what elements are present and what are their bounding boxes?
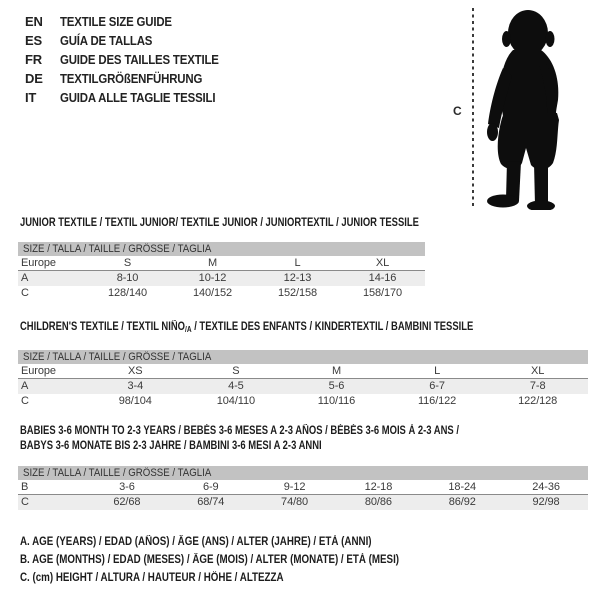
table-title xyxy=(20,320,588,337)
lang-row-de xyxy=(25,69,240,88)
lang-code: IT xyxy=(25,90,37,105)
table-cell: 86/92 xyxy=(448,496,476,508)
size-header-bar xyxy=(18,242,425,256)
lang-row-en xyxy=(25,12,240,31)
table-title xyxy=(20,216,425,230)
table-cell: 10-12 xyxy=(198,272,227,284)
size-header-text: SIZE / TALLA / TAILLE / GRÖSSE / TAGLIA xyxy=(23,351,212,363)
table-title-text: BABYS 3-6 MONATE BIS 2-3 JAHRE / BAMBINI 3-6 MESI A 2-3 ANNI xyxy=(20,440,322,452)
footnote-legend xyxy=(20,533,466,587)
table-cell: 3-4 xyxy=(127,380,144,392)
lang-title: GUÍA DE TALLAS xyxy=(60,33,153,48)
row-label: A xyxy=(21,380,29,392)
childrens-textile-table xyxy=(18,320,588,409)
table-row-age xyxy=(18,271,425,286)
table-cell: 140/152 xyxy=(192,287,233,299)
table-cell: 158/170 xyxy=(362,287,403,299)
table-cell: 6-9 xyxy=(202,481,219,493)
table-cell: 4-5 xyxy=(228,380,244,392)
lang-code: DE xyxy=(25,71,43,86)
lang-code: FR xyxy=(25,52,42,67)
table-cell: 14-16 xyxy=(368,272,397,284)
table-row-europe xyxy=(18,364,588,379)
table-title-text: BABIES 3-6 MONTH TO 2-3 YEARS / BEBÉS 3-6 MESES A 2-3 AÑOS / BÉBÉS 3-6 MOIS À 2-3 ANS / xyxy=(20,425,459,437)
table-title-text: JUNIOR TEXTILE / TEXTIL JUNIOR/ TEXTILE JUNIOR / JUNIORTEXTIL / JUNIOR TESSILE xyxy=(20,217,419,229)
lang-title: TEXTILE SIZE GUIDE xyxy=(60,14,172,29)
table-cell: XL xyxy=(531,365,545,377)
table-title-text xyxy=(20,320,473,337)
table-cell: 116/122 xyxy=(417,395,457,407)
table-cell: XS xyxy=(128,365,143,377)
footnote-text: B. AGE (MONTHS) / EDAD (MESES) / ÂGE (MOIS) / ALTER (MONATE) / ETÀ (MESI) xyxy=(20,554,400,566)
table-cell: 152/158 xyxy=(277,287,318,299)
babies-textile-table xyxy=(18,424,588,510)
lang-title: GUIDE DES TAILLES TEXTILE xyxy=(60,52,219,67)
table-cell: 74/80 xyxy=(281,496,309,508)
table-cell: 128/140 xyxy=(107,287,148,299)
table-cell: L xyxy=(294,257,301,269)
footnote-b xyxy=(20,551,466,569)
table-cell: 24-36 xyxy=(532,481,560,493)
row-label: C xyxy=(21,287,29,299)
size-header-text: SIZE / TALLA / TAILLE / GRÖSSE / TAGLIA xyxy=(23,243,212,255)
row-label: B xyxy=(21,481,29,493)
table-cell: 98/104 xyxy=(118,395,152,407)
lang-title: TEXTILGRÖßENFÜHRUNG xyxy=(60,71,203,86)
size-header-bar xyxy=(18,350,588,364)
size-header-bar xyxy=(18,466,588,480)
baby-silhouette xyxy=(487,10,559,210)
title-subscript: /A xyxy=(185,325,192,334)
table-cell: M xyxy=(331,365,342,377)
title-prefix: CHILDREN'S TEXTILE / TEXTIL NIÑO xyxy=(20,321,186,333)
lang-row-fr xyxy=(25,50,240,69)
table-row-europe xyxy=(18,256,425,271)
table-row-age-months xyxy=(18,480,588,495)
table-row-age xyxy=(18,379,588,394)
footnote-c xyxy=(20,569,466,587)
table-cell: 6-7 xyxy=(429,380,445,392)
table-cell: 18-24 xyxy=(448,481,477,493)
table-cell: 5-6 xyxy=(328,380,345,392)
table-cell: 62/68 xyxy=(113,496,141,508)
table-cell: 3-6 xyxy=(119,481,135,493)
table-row-height xyxy=(18,495,588,510)
table-cell: S xyxy=(123,257,132,269)
title-suffix: / TEXTILE DES ENFANTS / KINDERTEXTIL / BAMBINI TESSILE xyxy=(191,321,474,333)
table-cell: 12-13 xyxy=(283,272,312,284)
table-cell: 12-18 xyxy=(364,481,393,493)
table-cell: XL xyxy=(375,257,390,269)
table-cell: 80/86 xyxy=(364,496,392,508)
table-cell: 104/110 xyxy=(216,395,256,407)
lang-row-it xyxy=(25,88,240,107)
footnote-a xyxy=(20,533,466,551)
lang-code: ES xyxy=(25,33,42,48)
table-cell: S xyxy=(232,365,240,377)
lang-code: EN xyxy=(25,14,43,29)
table-cell: 68/74 xyxy=(197,496,225,508)
height-measure-label: C xyxy=(453,104,462,118)
table-cell: L xyxy=(434,365,441,377)
footnote-text: C. (cm) HEIGHT / ALTURA / HAUTEUR / HÖHE / ALTEZZA xyxy=(20,572,284,584)
row-label: C xyxy=(21,395,29,407)
footnote-text: A. AGE (YEARS) / EDAD (AÑOS) / ÂGE (ANS) / ALTER (JAHRE) / ETÀ (ANNI) xyxy=(20,536,372,548)
table-cell: M xyxy=(207,257,218,269)
table-cell: 8-10 xyxy=(116,272,139,284)
junior-textile-table xyxy=(18,216,425,301)
table-title-line1 xyxy=(20,424,588,439)
lang-row-es xyxy=(25,31,240,50)
table-cell: 122/128 xyxy=(518,395,558,407)
table-cell: 9-12 xyxy=(283,481,306,493)
table-cell: 110/116 xyxy=(317,395,356,407)
row-label: A xyxy=(21,272,29,284)
table-row-height xyxy=(18,286,425,301)
table-title-line2 xyxy=(20,439,588,454)
row-label: Europe xyxy=(21,365,56,377)
size-header-text: SIZE / TALLA / TAILLE / GRÖSSE / TAGLIA xyxy=(23,467,212,479)
baby-silhouette-figure xyxy=(450,5,580,210)
table-cell: 92/98 xyxy=(532,496,560,508)
row-label: Europe xyxy=(21,257,56,269)
language-title-block xyxy=(25,12,240,107)
table-row-height xyxy=(18,394,588,409)
lang-title: GUIDA ALLE TAGLIE TESSILI xyxy=(60,90,216,105)
table-cell: 7-8 xyxy=(529,380,546,392)
row-label: C xyxy=(21,496,29,508)
